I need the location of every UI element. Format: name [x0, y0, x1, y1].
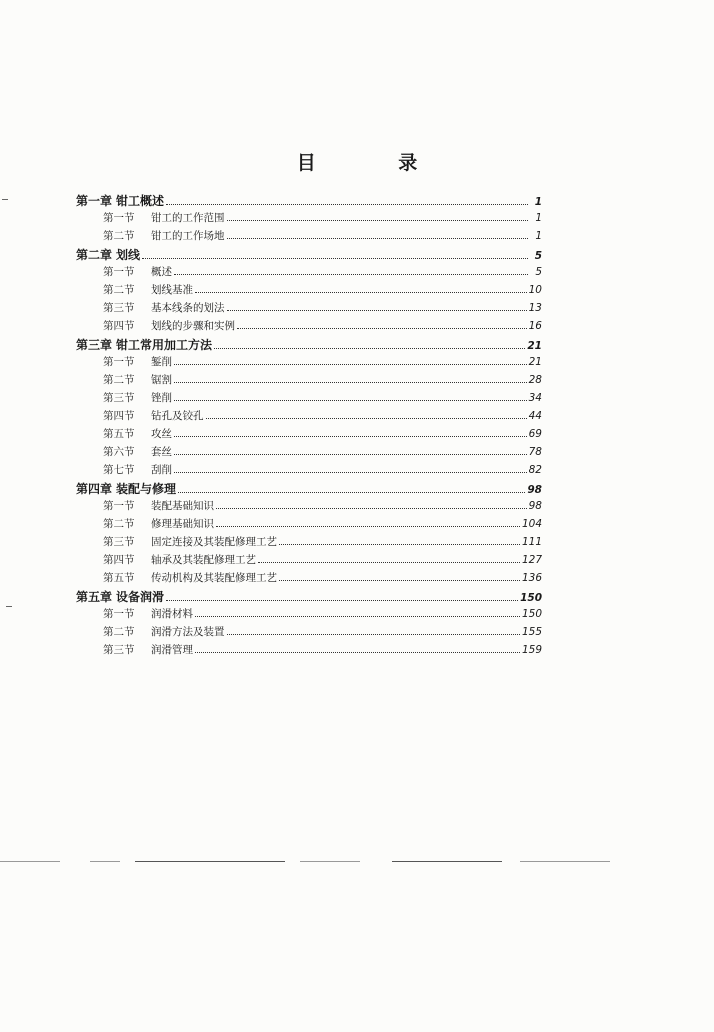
toc-entry-page: 136: [521, 572, 542, 584]
leader-dots: [237, 319, 527, 329]
toc-entry-title: 攻丝: [151, 428, 172, 440]
toc-entry-number: 第二节: [103, 518, 135, 530]
toc-entry-number: 第二节: [103, 626, 135, 638]
toc-chapter-row[interactable]: [76, 336, 542, 354]
toc-section-row[interactable]: [76, 228, 542, 246]
toc-entry-number: 第一节: [103, 608, 135, 620]
toc-entry-page: 10: [528, 284, 542, 296]
scan-rule-left: [0, 861, 60, 862]
toc-entry-title: 润滑材料: [151, 608, 193, 620]
toc-entry-number: 第七节: [103, 464, 135, 476]
toc-entry-page: 69: [528, 428, 542, 440]
scan-rule-d: [392, 861, 502, 862]
toc-entry-page: 21: [527, 340, 542, 352]
toc-entry-page: 82: [528, 464, 542, 476]
toc-entry-title: 钳工的工作范围: [151, 212, 225, 224]
leader-dots: [195, 607, 520, 617]
toc-entry-number: 第二章: [76, 248, 113, 262]
toc-entry-number: 第一节: [103, 212, 135, 224]
toc-entry-title: 钻孔及铰孔: [151, 410, 204, 422]
leader-dots: [227, 301, 527, 311]
scan-rule-b: [135, 861, 285, 862]
toc-entry-page: 159: [521, 644, 542, 656]
toc-entry-title: 固定连接及其装配修理工艺: [151, 536, 277, 548]
toc-section-row[interactable]: [76, 372, 542, 390]
leader-dots: [216, 499, 527, 509]
leader-dots: [174, 445, 527, 455]
toc-section-row[interactable]: [76, 534, 542, 552]
toc-entry-title: 钳工概述: [116, 194, 165, 208]
toc-entry-title: 划线基准: [151, 284, 193, 296]
toc-entry-title: 概述: [151, 266, 172, 278]
toc-entry-number: 第四节: [103, 410, 135, 422]
toc-section-row[interactable]: [76, 624, 542, 642]
toc-section-row[interactable]: [76, 390, 542, 408]
toc-entry-page: 150: [521, 608, 542, 620]
toc-entry-page: 5: [534, 250, 542, 262]
toc-section-row[interactable]: [76, 462, 542, 480]
toc-entry-number: 第三节: [103, 536, 135, 548]
toc-entry-number: 第五章: [76, 590, 113, 604]
toc-entry-number: 第六节: [103, 446, 135, 458]
toc-section-row[interactable]: [76, 282, 542, 300]
toc-section-row[interactable]: [76, 642, 542, 660]
scan-rule-e: [520, 861, 610, 862]
toc-entry-page: 155: [521, 626, 542, 638]
toc-entry-page: 1: [535, 212, 542, 224]
toc-section-row[interactable]: [76, 264, 542, 282]
toc-chapter-row[interactable]: [76, 192, 542, 210]
toc-chapter-row[interactable]: [76, 480, 542, 498]
toc-entry-title: 划线: [116, 248, 141, 262]
leader-dots: [258, 553, 520, 563]
toc-section-row[interactable]: [76, 426, 542, 444]
leader-dots: [142, 249, 528, 259]
toc-section-row[interactable]: [76, 408, 542, 426]
leader-dots: [227, 229, 529, 239]
toc-section-row[interactable]: [76, 552, 542, 570]
toc-section-row[interactable]: [76, 300, 542, 318]
leader-dots: [227, 211, 529, 221]
toc-entry-title: 润滑管理: [151, 644, 193, 656]
toc-entry-page: 1: [534, 196, 542, 208]
leader-dots: [214, 339, 525, 349]
toc-entry-title: 装配与修理: [116, 482, 177, 496]
toc-entry-page: 150: [520, 592, 542, 604]
toc-entry-page: 16: [528, 320, 542, 332]
toc-entry-number: 第二节: [103, 374, 135, 386]
toc-entry-page: 28: [528, 374, 542, 386]
toc-entry-title: 修理基础知识: [151, 518, 214, 530]
leader-dots: [174, 427, 527, 437]
toc-entry-number: 第三节: [103, 644, 135, 656]
toc-entry-number: 第四节: [103, 320, 135, 332]
leader-dots: [178, 483, 525, 493]
toc-entry-page: 104: [521, 518, 542, 530]
toc-entry-page: 1: [535, 230, 542, 242]
toc-entry-title: 基本线条的划法: [151, 302, 225, 314]
toc-entry-number: 第二节: [103, 284, 135, 296]
toc-section-row[interactable]: [76, 444, 542, 462]
toc-entry-page: 98: [527, 484, 542, 496]
scan-rule-a: [90, 861, 120, 862]
toc-section-row[interactable]: [76, 318, 542, 336]
toc-entry-number: 第四章: [76, 482, 113, 496]
toc-entry-number: 第四节: [103, 554, 135, 566]
leader-dots: [227, 625, 520, 635]
toc-entry-title: 轴承及其装配修理工艺: [151, 554, 256, 566]
toc-section-row[interactable]: [76, 516, 542, 534]
toc-entry-number: 第一节: [103, 356, 135, 368]
toc-entry-page: 34: [528, 392, 542, 404]
toc-entry-title: 钳工常用加工方法: [116, 338, 213, 352]
toc-entry-page: 5: [535, 266, 542, 278]
margin-mark: [6, 606, 12, 607]
toc-entry-number: 第一节: [103, 266, 135, 278]
toc-entry-title: 润滑方法及装置: [151, 626, 225, 638]
toc-entry-title: 钳工的工作场地: [151, 230, 225, 242]
toc-section-row[interactable]: [76, 570, 542, 588]
toc-entry-page: 13: [528, 302, 542, 314]
toc-entry-page: 78: [528, 446, 542, 458]
toc-section-row[interactable]: [76, 210, 542, 228]
toc-entry-number: 第三节: [103, 302, 135, 314]
leader-dots: [166, 591, 518, 601]
toc-entry-title: 錾削: [151, 356, 172, 368]
toc-entry-title: 套丝: [151, 446, 172, 458]
leader-dots: [195, 643, 520, 653]
leader-dots: [279, 571, 520, 581]
leader-dots: [279, 535, 520, 545]
table-of-contents: [76, 192, 542, 660]
margin-mark: [2, 199, 8, 200]
toc-chapter-row[interactable]: [76, 246, 542, 264]
toc-entry-number: 第五节: [103, 572, 135, 584]
toc-entry-number: 第二节: [103, 230, 135, 242]
toc-entry-title: 装配基础知识: [151, 500, 214, 512]
toc-entry-page: 111: [521, 536, 542, 548]
toc-entry-page: 21: [528, 356, 542, 368]
leader-dots: [216, 517, 520, 527]
toc-chapter-row[interactable]: [76, 588, 542, 606]
toc-entry-title: 划线的步骤和实例: [151, 320, 235, 332]
leader-dots: [174, 463, 527, 473]
toc-entry-page: 98: [528, 500, 542, 512]
leader-dots: [174, 373, 527, 383]
leader-dots: [206, 409, 527, 419]
leader-dots: [166, 195, 528, 205]
toc-entry-number: 第三章: [76, 338, 113, 352]
leader-dots: [174, 265, 528, 275]
toc-entry-title: 锯割: [151, 374, 172, 386]
toc-entry-number: 第五节: [103, 428, 135, 440]
toc-entry-title: 锉削: [151, 392, 172, 404]
scan-rule-c: [300, 861, 360, 862]
toc-entry-number: 第一章: [76, 194, 113, 208]
toc-section-row[interactable]: [76, 498, 542, 516]
toc-section-row[interactable]: [76, 354, 542, 372]
toc-entry-number: 第一节: [103, 500, 135, 512]
leader-dots: [174, 391, 527, 401]
toc-section-row[interactable]: [76, 606, 542, 624]
leader-dots: [174, 355, 527, 365]
toc-entry-page: 127: [521, 554, 542, 566]
toc-entry-number: 第三节: [103, 392, 135, 404]
toc-entry-page: 44: [528, 410, 542, 422]
toc-entry-title: 设备润滑: [116, 590, 165, 604]
leader-dots: [195, 283, 527, 293]
toc-entry-title: 传动机构及其装配修理工艺: [151, 572, 277, 584]
toc-entry-title: 刮削: [151, 464, 172, 476]
page-title: 目 录: [296, 152, 456, 174]
